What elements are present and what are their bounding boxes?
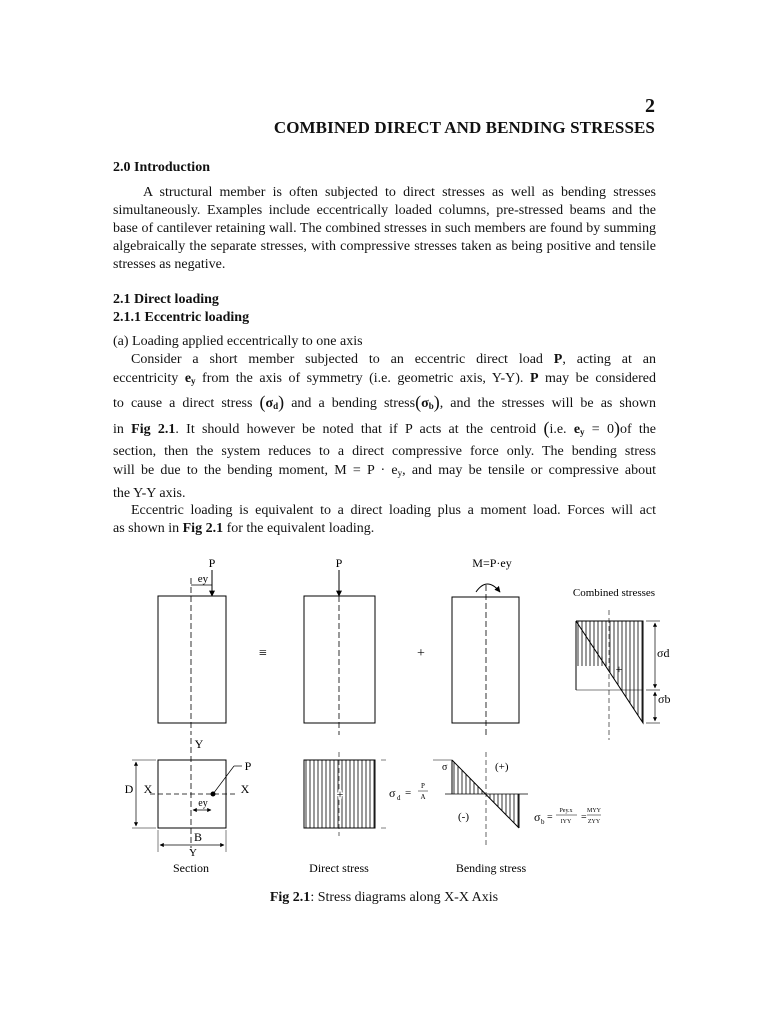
body-line-1: Consider a short member subjected to an eccentric direct load P, acting at an bbox=[131, 352, 656, 367]
plus-symbol: + bbox=[417, 646, 425, 661]
bending-sigma: σ bbox=[534, 810, 541, 824]
direct-load-column bbox=[304, 556, 375, 735]
load-p-label-2: P bbox=[335, 556, 343, 570]
chapter-title: COMBINED DIRECT AND BENDING STRESSES bbox=[273, 118, 655, 137]
axis-y-bottom: Y bbox=[189, 847, 197, 859]
intro-paragraph bbox=[113, 184, 656, 274]
frac-b2-num: MYY bbox=[586, 808, 602, 814]
bending-sigma-top: σ bbox=[442, 762, 448, 773]
body-line-2: eccentricity $e_y$ from the axis of symmetry (i.e. geometric axis, Y-Y). P may be considered bbox=[113, 371, 656, 386]
dim-b-label: B bbox=[193, 830, 203, 844]
svg-text:d: d bbox=[397, 794, 401, 802]
body-line-8: Eccentric loading is equivalent to a direct loading plus a moment load. Forces will act bbox=[131, 503, 656, 518]
section-view bbox=[125, 737, 252, 875]
body-line-9: as shown in Fig 2.1 for the equivalent loading. bbox=[113, 521, 375, 536]
bending-stress-caption: Bending stress bbox=[455, 861, 527, 875]
body-line-5: section, then the system reduces to a direct compressive force only. The bending stress bbox=[113, 444, 656, 459]
dim-d-label: D bbox=[124, 782, 134, 796]
body-line-4: in Fig 2.1. It should however be noted that if P acts at the centroid (i.e. $e_y = 0)of$ the bbox=[113, 418, 657, 438]
sigma-d-symbol: $\sigma_d$ bbox=[265, 396, 279, 411]
axis-y-top: Y bbox=[194, 737, 204, 751]
frac-b1-den: IYY bbox=[560, 819, 572, 825]
frac-b2-den: ZYY bbox=[587, 819, 601, 825]
sigma-d-label: σd bbox=[657, 646, 670, 660]
figure-caption bbox=[0, 890, 768, 906]
svg-text:=: = bbox=[405, 787, 412, 799]
ey-label: ey bbox=[197, 573, 209, 585]
svg-text:=: = bbox=[547, 812, 553, 823]
combined-plus-sign: + bbox=[615, 662, 623, 676]
combined-title: Combined stresses bbox=[572, 587, 656, 599]
direct-sigma: σ bbox=[389, 786, 396, 800]
frac-d-num: P bbox=[421, 782, 425, 790]
bending-stress-diagram bbox=[433, 752, 602, 875]
body-line-7: the Y-Y axis. bbox=[113, 486, 186, 501]
frac-d-den: A bbox=[420, 793, 426, 801]
svg-text:=: = bbox=[581, 812, 587, 823]
case-a-label: (a) Loading applied eccentrically to one axis bbox=[113, 334, 363, 349]
direct-stress-caption: Direct stress bbox=[309, 861, 369, 875]
direct-plus-sign: + bbox=[336, 787, 344, 801]
moment-label: M=P·ey bbox=[472, 556, 512, 570]
direct-loading-heading: 2.1 Direct loading bbox=[113, 292, 219, 307]
section-p-label: P bbox=[244, 759, 252, 773]
negative-label: (-) bbox=[458, 811, 469, 823]
axis-x-right: X bbox=[240, 782, 250, 796]
positive-label: (+) bbox=[495, 761, 509, 773]
eccentric-load-column bbox=[158, 556, 226, 735]
sigma-b-label: σb bbox=[658, 692, 671, 706]
combined-stress-diagram bbox=[573, 587, 671, 740]
equivalent-symbol: ≡ bbox=[259, 646, 267, 661]
moment-load-column bbox=[452, 556, 519, 735]
member-rect-1 bbox=[158, 596, 226, 723]
frac-b1-num: Pey.x bbox=[559, 808, 573, 814]
section-caption: Section bbox=[173, 861, 209, 875]
figure-caption-label: Fig 2.1 bbox=[269, 890, 311, 905]
direct-stress-block bbox=[304, 752, 428, 875]
ey-small-label: ey bbox=[198, 798, 208, 809]
sigma-b-symbol: $\sigma_b$ bbox=[421, 396, 434, 411]
load-p-label-1: P bbox=[208, 556, 216, 570]
axis-x-left: X bbox=[143, 782, 153, 796]
member-rect-3 bbox=[452, 597, 519, 723]
figure-caption-text: : Stress diagrams along X-X Axis bbox=[310, 890, 499, 905]
body-line-3: to cause a direct stress $(\sigma_d)$ and a bending $stress(\sigma_b)$, and the stresses will be as shown bbox=[113, 392, 656, 412]
load-p-symbol: P bbox=[553, 352, 563, 367]
intro-text: A structural member is often subjected to direct stresses as well as bending stresses simultaneously. Examples include eccentrically loaded columns, pre-stressed beams and the base of cantilever retaining wall. The combined stresses in such members are found by summing algebraically the separate stresses, with compressive stresses taken as being positive and tensile stresses as negative. bbox=[113, 185, 656, 272]
member-rect-2 bbox=[304, 596, 375, 723]
eccentricity-symbol: $e_y$ bbox=[184, 371, 196, 386]
svg-text:b: b bbox=[541, 818, 545, 826]
intro-heading: 2.0 Introduction bbox=[113, 160, 210, 175]
moment-arrow bbox=[476, 584, 500, 592]
eccentric-loading-heading: 2.1.1 Eccentric loading bbox=[113, 310, 250, 325]
body-line-6: will be due to the bending moment, $M = P \cdot e_y$, and may be tensile or compressive about bbox=[113, 463, 656, 478]
chapter-number: 2 bbox=[645, 95, 655, 117]
stress-diagram-figure bbox=[0, 540, 768, 885]
